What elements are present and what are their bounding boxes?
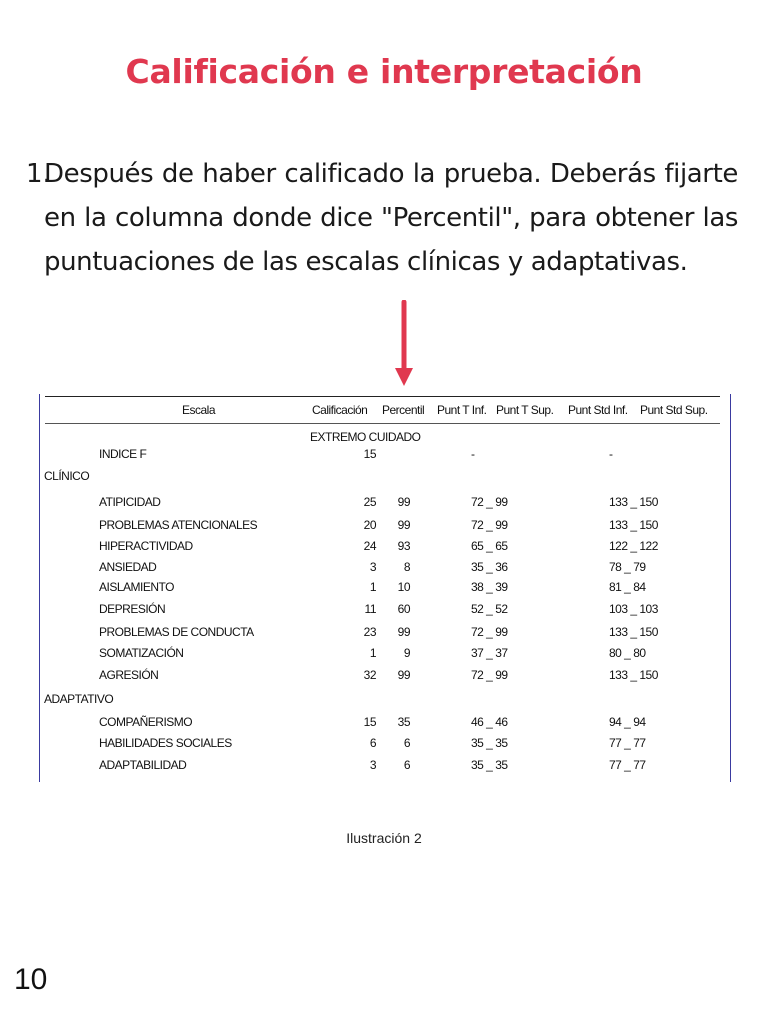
scale-name: AGRESIÓN bbox=[99, 668, 159, 682]
section-label: CLÍNICO bbox=[44, 469, 90, 483]
scale-name: COMPAÑERISMO bbox=[99, 715, 193, 729]
header-punt-std-sup: Punt Std Sup. bbox=[640, 403, 708, 417]
instruction-number: 1. bbox=[26, 159, 51, 189]
percentil-value: 6 bbox=[403, 758, 410, 772]
punt-t-range: 72 _ 99 bbox=[471, 495, 508, 509]
percentil-value: 6 bbox=[403, 736, 410, 750]
punt-std-range: 133 _ 150 bbox=[609, 625, 658, 639]
scale-name: ATIPICIDAD bbox=[99, 495, 161, 509]
calificacion-value: 25 bbox=[363, 495, 376, 509]
punt-t-range: 38 _ 39 bbox=[471, 580, 508, 594]
punt-std-range: 78 _ 79 bbox=[609, 560, 646, 574]
percentil-value: 99 bbox=[397, 668, 410, 682]
percentil-value: 99 bbox=[397, 625, 410, 639]
scale-name: ANSIEDAD bbox=[99, 560, 157, 574]
punt-std-range: 133 _ 150 bbox=[609, 668, 658, 682]
scale-name: HABILIDADES SOCIALES bbox=[99, 736, 232, 750]
punt-t-range: 72 _ 99 bbox=[471, 625, 508, 639]
calificacion-value: 20 bbox=[363, 518, 376, 532]
punt-std-range: 122 _ 122 bbox=[609, 539, 658, 553]
header-punt-std-inf: Punt Std Inf. bbox=[568, 403, 628, 417]
instruction-text: Después de haber calificado la prueba. Deberás fijarte en la columna donde dice "Percentil", para obtener las puntuaciones de las escalas clínicas y adaptativas. bbox=[44, 159, 738, 277]
percentil-value: 10 bbox=[397, 580, 410, 594]
calificacion-value: 1 bbox=[369, 646, 376, 660]
scale-name: AISLAMIENTO bbox=[99, 580, 174, 594]
results-table bbox=[39, 394, 731, 782]
punt-std-range: 80 _ 80 bbox=[609, 646, 646, 660]
scale-name: PROBLEMAS DE CONDUCTA bbox=[99, 625, 254, 639]
percentil-value: 8 bbox=[403, 560, 410, 574]
punt-std-range: 94 _ 94 bbox=[609, 715, 646, 729]
percentil-value: 99 bbox=[397, 518, 410, 532]
header-calificacion: Calificación bbox=[312, 403, 368, 417]
punt-std-range: 133 _ 150 bbox=[609, 518, 658, 532]
calificacion-value: 15 bbox=[363, 715, 376, 729]
down-arrow-icon bbox=[394, 300, 414, 388]
punt-t-range: 52 _ 52 bbox=[471, 602, 508, 616]
percentil-value: 93 bbox=[397, 539, 410, 553]
figure-caption: Ilustración 2 bbox=[346, 830, 422, 846]
punt-std-range: 103 _ 103 bbox=[609, 602, 658, 616]
scale-name: INDICE F bbox=[99, 447, 147, 461]
percentil-value: 99 bbox=[397, 495, 410, 509]
calificacion-value: 32 bbox=[363, 668, 376, 682]
table-note: EXTREMO CUIDADO bbox=[310, 430, 421, 444]
scale-name: SOMATIZACIÓN bbox=[99, 646, 184, 660]
punt-t-range: 65 _ 65 bbox=[471, 539, 508, 553]
punt-t-range: 35 _ 36 bbox=[471, 560, 508, 574]
table-header-rule bbox=[45, 423, 720, 424]
page-title: Calificación e interpretación bbox=[125, 52, 643, 91]
percentil-value: 35 bbox=[397, 715, 410, 729]
calificacion-value: 15 bbox=[363, 447, 376, 461]
punt-std-range: 77 _ 77 bbox=[609, 736, 646, 750]
punt-t-range: - bbox=[471, 447, 475, 461]
punt-std-range: 77 _ 77 bbox=[609, 758, 646, 772]
punt-t-range: 35 _ 35 bbox=[471, 758, 508, 772]
percentil-value: 60 bbox=[397, 602, 410, 616]
punt-t-range: 72 _ 99 bbox=[471, 518, 508, 532]
header-punt-t-inf: Punt T Inf. bbox=[437, 403, 487, 417]
punt-t-range: 46 _ 46 bbox=[471, 715, 508, 729]
instruction-paragraph bbox=[26, 152, 738, 284]
punt-std-range: 81 _ 84 bbox=[609, 580, 646, 594]
calificacion-value: 3 bbox=[369, 560, 376, 574]
scale-name: ADAPTABILIDAD bbox=[99, 758, 187, 772]
calificacion-value: 1 bbox=[369, 580, 376, 594]
calificacion-value: 23 bbox=[363, 625, 376, 639]
calificacion-value: 6 bbox=[369, 736, 376, 750]
header-escala: Escala bbox=[182, 403, 216, 417]
calificacion-value: 3 bbox=[369, 758, 376, 772]
calificacion-value: 24 bbox=[363, 539, 376, 553]
section-label: ADAPTATIVO bbox=[44, 692, 114, 706]
page-number: 10 bbox=[14, 963, 48, 996]
scale-name: DEPRESIÓN bbox=[99, 602, 166, 616]
scale-name: PROBLEMAS ATENCIONALES bbox=[99, 518, 258, 532]
header-percentil: Percentil bbox=[382, 403, 425, 417]
calificacion-value: 11 bbox=[364, 602, 376, 616]
percentil-value: 9 bbox=[403, 646, 410, 660]
punt-t-range: 72 _ 99 bbox=[471, 668, 508, 682]
punt-t-range: 37 _ 37 bbox=[471, 646, 508, 660]
header-punt-t-sup: Punt T Sup. bbox=[496, 403, 554, 417]
scale-name: HIPERACTIVIDAD bbox=[99, 539, 193, 553]
table-top-rule bbox=[45, 396, 720, 397]
punt-t-range: 35 _ 35 bbox=[471, 736, 508, 750]
punt-std-range: 133 _ 150 bbox=[609, 495, 658, 509]
punt-std-range: - bbox=[609, 447, 613, 461]
